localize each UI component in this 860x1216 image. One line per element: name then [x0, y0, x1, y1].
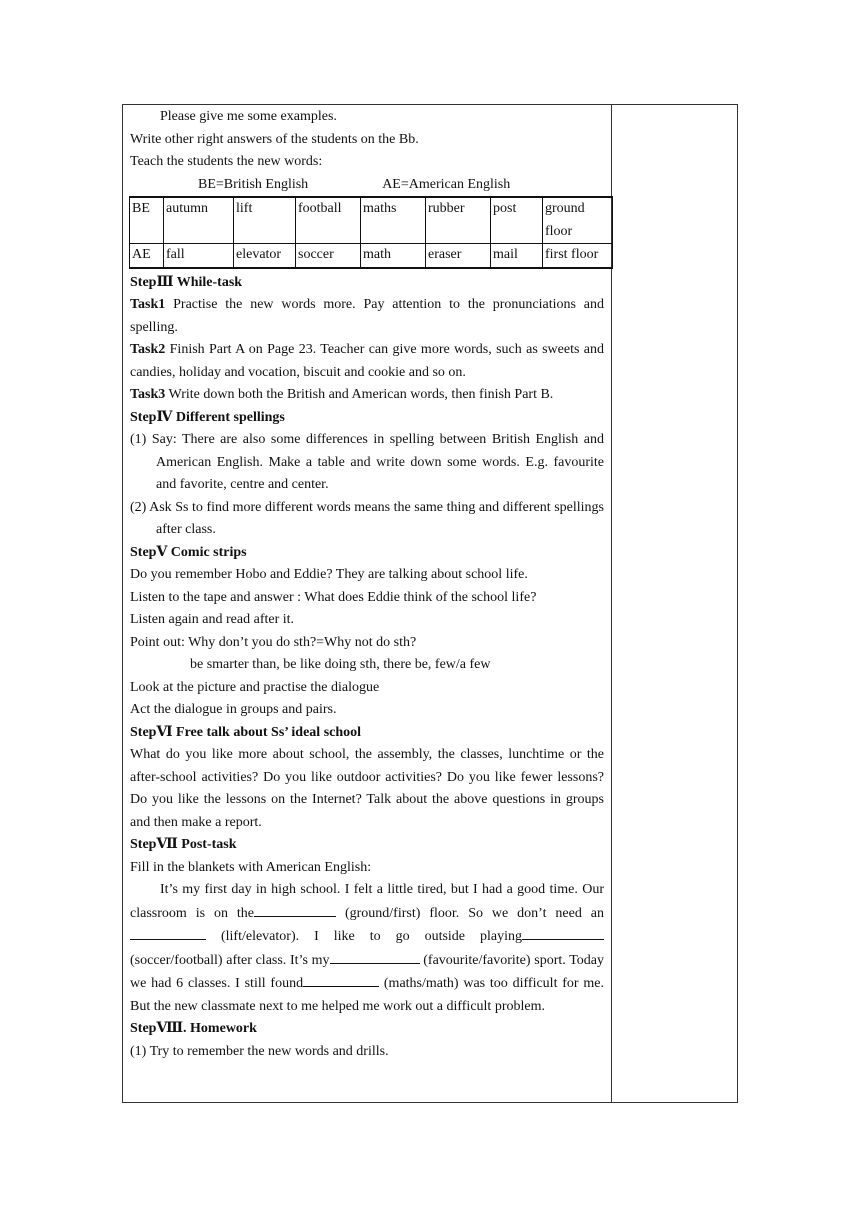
task3-paragraph	[130, 384, 604, 407]
step5-line-6: Look at the picture and practise the dialogue	[130, 679, 380, 695]
table-cell: fall	[164, 244, 234, 268]
intro-line-3: Teach the students the new words:	[130, 154, 323, 169]
fill-text-5: (favourite/favorite) sport. Today we had 6 classes. I still found	[130, 952, 604, 991]
fill-in-paragraph	[130, 879, 604, 1018]
step6-paragraph: What do you like more about school, the assembly, the classes, lunchtime or the after-school activities? Do you like outdoor activities? Do you like fewer lessons? Do you like the lessons on the Internet? Talk about the above questions in groups and then make a report.	[130, 747, 604, 830]
table-cell: autumn	[164, 197, 234, 244]
table-cell: first floor	[543, 244, 613, 268]
blank-3[interactable]	[522, 925, 604, 940]
vocabulary-table	[129, 196, 613, 269]
step5-heading: StepⅤ Comic strips	[130, 544, 247, 560]
table-cell: rubber	[426, 197, 491, 244]
blank-1[interactable]	[254, 902, 336, 917]
step5-line-3: Listen again and read after it.	[130, 612, 295, 627]
intro-line-1: Please give me some examples.	[160, 109, 337, 124]
step5-line-4: Point out: Why don’t you do sth?=Why not do sth?	[130, 634, 417, 650]
table-row-be	[130, 197, 613, 244]
task2-label: Task2	[130, 342, 166, 357]
blank-2[interactable]	[130, 925, 206, 940]
table-cell: soccer	[296, 244, 361, 268]
fill-text-3: (lift/elevator). I like to go outside playing	[206, 929, 522, 944]
be-definition: BE=British English	[198, 176, 309, 192]
abbreviation-line	[130, 174, 604, 197]
task1-paragraph	[130, 294, 604, 339]
table-cell: maths	[361, 197, 426, 244]
lesson-content	[130, 106, 604, 1063]
ae-definition: AE=American English	[382, 176, 511, 192]
task2-paragraph	[130, 339, 604, 384]
step5-line-2: Listen to the tape and answer : What does Eddie think of the school life?	[130, 589, 537, 605]
table-cell: BE	[130, 197, 164, 244]
table-cell: elevator	[234, 244, 296, 268]
table-cell: lift	[234, 197, 296, 244]
step8-heading: StepⅧ. Homework	[130, 1021, 257, 1036]
blank-4[interactable]	[330, 949, 420, 964]
blank-5[interactable]	[303, 972, 379, 987]
task3-label: Task3	[130, 387, 166, 402]
fill-text-2: (ground/first) floor. So we don’t need an	[336, 905, 604, 921]
step8-item-1: (1) Try to remember the new words and drills.	[130, 1043, 389, 1059]
task1-text: Practise the new words more. Pay attention to the pronunciations and spelling.	[130, 297, 604, 335]
step5-line-1: Do you remember Hobo and Eddie? They are talking about school life.	[130, 567, 528, 582]
intro-line-2: Write other right answers of the students on the Bb.	[130, 131, 419, 147]
step5-line-5: be smarter than, be like doing sth, there be, few/a few	[190, 657, 491, 672]
table-cell: mail	[491, 244, 543, 268]
fill-text-6: (maths/math) was too difficult for me. But the new classmate next to me helped me work out a difficult problem.	[130, 976, 604, 1014]
table-cell: AE	[130, 244, 164, 268]
task1-label: Task1	[130, 297, 166, 312]
fill-text-1: It’s my first day in high school. I felt a little tired, but I had a good time. Our classroom is on the	[130, 882, 604, 921]
table-row-ae	[130, 244, 613, 268]
table-cell: football	[296, 197, 361, 244]
step4-heading: StepⅣ Different spellings	[130, 409, 285, 425]
task3-text: Write down both the British and American words, then finish Part B.	[165, 387, 554, 402]
step7-heading: StepⅦ Post-task	[130, 837, 237, 852]
step3-heading: StepⅢ While-task	[130, 274, 243, 290]
step4-item-1: (1) Say: There are also some differences in spelling between British English and American English. Make a table and write down some words. E.g. favourite and favorite, centre and center.	[130, 432, 604, 492]
step6-heading: StepⅥ Free talk about Ss’ ideal school	[130, 724, 362, 740]
step5-line-7: Act the dialogue in groups and pairs.	[130, 702, 337, 717]
task2-text: Finish Part A on Page 23. Teacher can give more words, such as sweets and candies, holiday and vocation, biscuit and cookie and so on.	[130, 342, 604, 380]
table-cell: eraser	[426, 244, 491, 268]
step7-instruction: Fill in the blankets with American English:	[130, 859, 372, 875]
table-cell: post	[491, 197, 543, 244]
fill-text-4: (soccer/football) after class. It’s my	[130, 952, 330, 968]
table-cell: ground floor	[543, 197, 613, 244]
table-cell: math	[361, 244, 426, 268]
step4-item-2: (2) Ask Ss to find more different words means the same thing and different spellings after class.	[130, 499, 604, 537]
